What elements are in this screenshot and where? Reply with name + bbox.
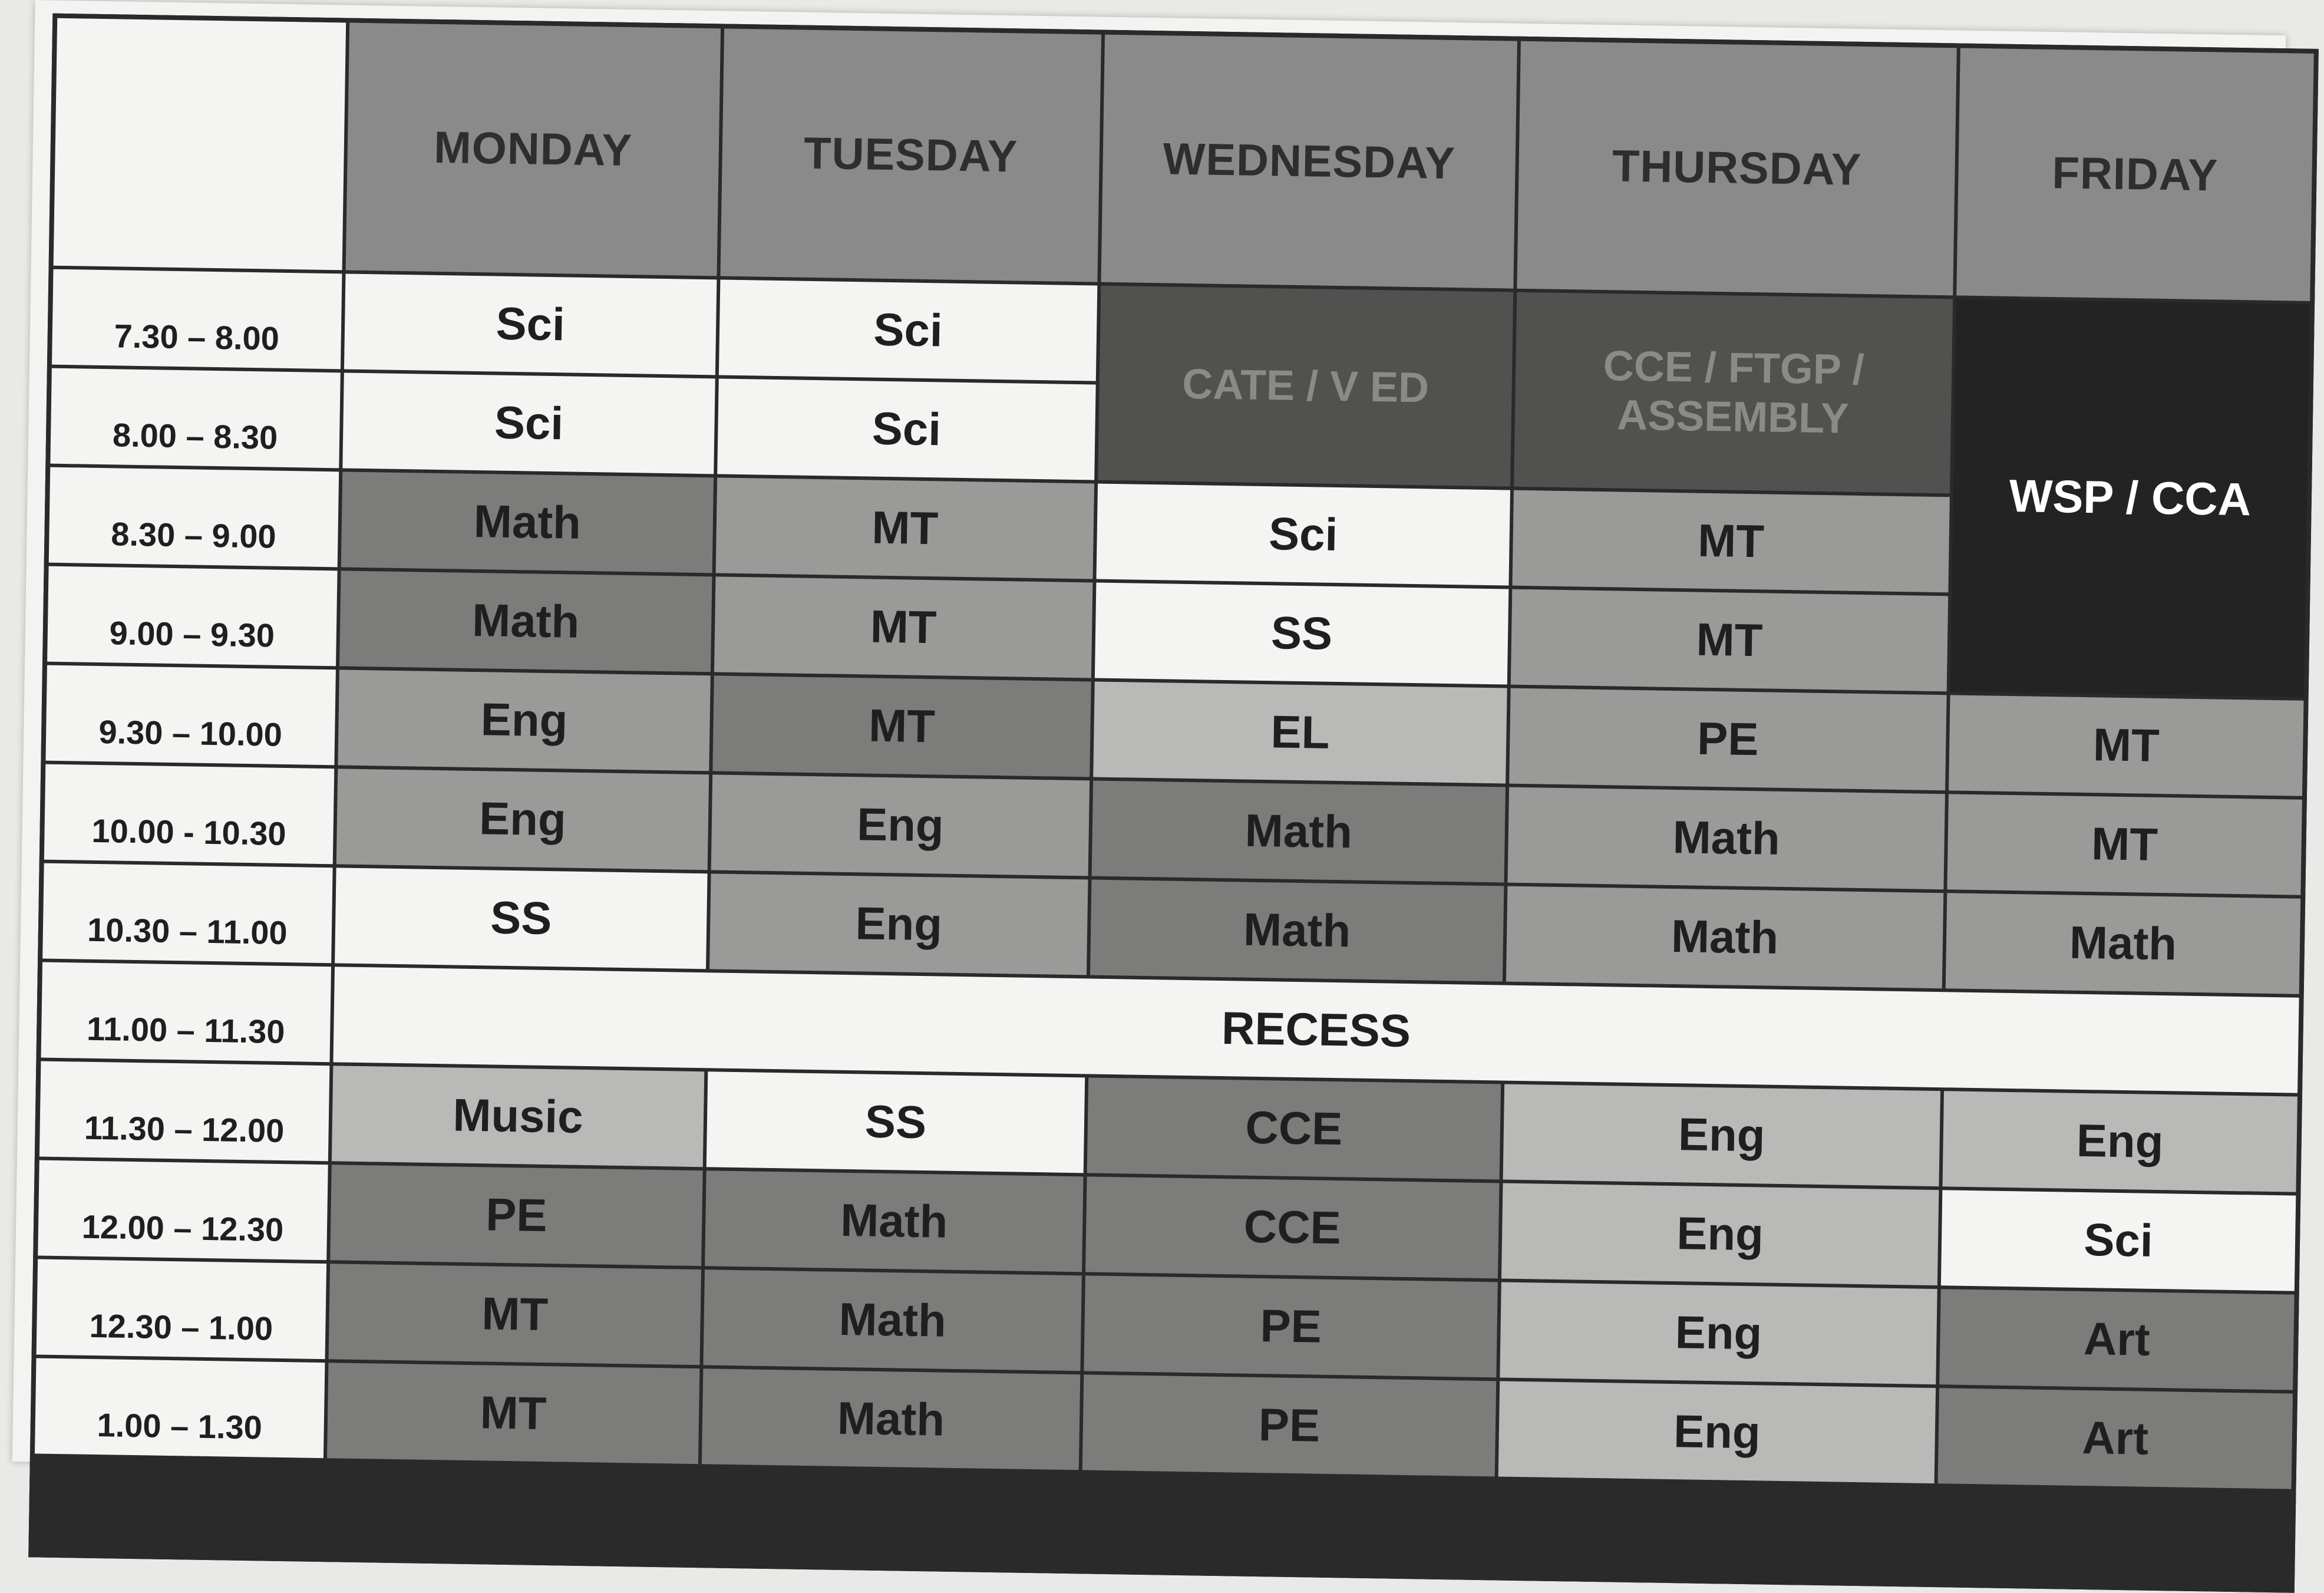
friday-lesson: Art xyxy=(1939,1289,2294,1390)
wednesday-lesson: Math xyxy=(1092,781,1506,883)
tuesday-lesson: SS xyxy=(707,1071,1085,1173)
tuesday-lesson: Eng xyxy=(711,774,1090,876)
tuesday-lesson: Sci xyxy=(719,279,1097,381)
day-header-tuesday: TUESDAY xyxy=(721,29,1102,282)
friday-lesson: Eng xyxy=(1942,1091,2297,1192)
friday-lesson: MT xyxy=(1947,794,2302,895)
corner-cell xyxy=(54,18,346,271)
recess-bar: RECESS xyxy=(333,967,2299,1093)
monday-lesson: MT xyxy=(327,1363,699,1464)
tuesday-lesson: Math xyxy=(703,1269,1081,1371)
friday-lesson: MT xyxy=(1949,695,2303,796)
friday-lesson: Math xyxy=(1946,893,2300,994)
monday-lesson: Sci xyxy=(342,372,715,474)
monday-lesson: Music xyxy=(332,1066,704,1167)
day-header-thursday: THURSDAY xyxy=(1517,41,1957,296)
time-slot: 11.30 – 12.00 xyxy=(39,1061,329,1162)
tuesday-lesson: MT xyxy=(712,675,1091,777)
thursday-lesson: MT xyxy=(1512,490,1949,593)
time-slot: 12.30 – 1.00 xyxy=(37,1259,326,1359)
time-slot: 8.30 – 9.00 xyxy=(49,467,339,568)
time-slot: 7.30 – 8.00 xyxy=(52,269,342,370)
time-slot: 8.00 – 8.30 xyxy=(50,368,340,469)
tuesday-lesson: MT xyxy=(714,576,1092,678)
time-slot: 11.00 – 11.30 xyxy=(41,962,331,1063)
wednesday-lesson: Math xyxy=(1090,879,1504,981)
time-slot: 1.00 – 1.30 xyxy=(35,1358,325,1458)
wednesday-lesson: PE xyxy=(1082,1374,1496,1476)
day-header-friday: FRIDAY xyxy=(1956,48,2314,301)
friday-lesson: Art xyxy=(1938,1388,2293,1489)
thursday-lesson: Eng xyxy=(1498,1381,1936,1483)
time-slot: 10.00 - 10.30 xyxy=(44,764,334,865)
monday-lesson: Math xyxy=(341,471,714,573)
thursday-block: CCE / FTGP / ASSEMBLY xyxy=(1514,292,1953,494)
tuesday-lesson: Eng xyxy=(709,873,1088,975)
wednesday-lesson: PE xyxy=(1084,1275,1497,1377)
tuesday-lesson: Sci xyxy=(717,378,1095,480)
thursday-lesson: Math xyxy=(1506,886,1943,989)
day-header-monday: MONDAY xyxy=(346,23,721,276)
time-slot: 10.30 – 11.00 xyxy=(42,863,332,964)
thursday-lesson: Math xyxy=(1508,787,1945,890)
timetable-grid xyxy=(28,14,2319,1593)
monday-lesson: Sci xyxy=(344,273,717,375)
wednesday-lesson: SS xyxy=(1095,583,1508,685)
thursday-lesson: Eng xyxy=(1501,1183,1939,1286)
tuesday-lesson: Math xyxy=(705,1170,1083,1272)
wednesday-lesson: EL xyxy=(1093,682,1507,784)
monday-lesson: PE xyxy=(330,1165,702,1266)
friday-block: WSP / CCA xyxy=(1950,299,2310,697)
tuesday-lesson: MT xyxy=(716,477,1094,579)
wednesday-lesson: CCE xyxy=(1087,1077,1501,1179)
time-slot: 9.30 – 10.00 xyxy=(45,665,335,766)
wednesday-lesson: CCE xyxy=(1085,1176,1499,1278)
monday-lesson: Eng xyxy=(338,669,710,771)
monday-lesson: Eng xyxy=(336,769,709,870)
day-header-wednesday: WEDNESDAY xyxy=(1101,35,1517,289)
thursday-lesson: PE xyxy=(1509,688,1946,791)
monday-lesson: Math xyxy=(339,570,712,672)
thursday-lesson: Eng xyxy=(1500,1282,1937,1385)
thursday-lesson: MT xyxy=(1511,589,1948,692)
monday-lesson: SS xyxy=(335,868,707,969)
tuesday-lesson: Math xyxy=(702,1368,1080,1470)
wednesday-block: CATE / V ED xyxy=(1098,286,1513,487)
timetable-paper xyxy=(12,0,2286,1497)
time-slot: 12.00 – 12.30 xyxy=(38,1160,328,1261)
time-slot: 9.00 – 9.30 xyxy=(47,566,337,667)
friday-lesson: Sci xyxy=(1941,1190,2296,1291)
wednesday-lesson: Sci xyxy=(1097,484,1510,586)
monday-lesson: MT xyxy=(329,1264,701,1365)
thursday-lesson: Eng xyxy=(1503,1084,1940,1187)
